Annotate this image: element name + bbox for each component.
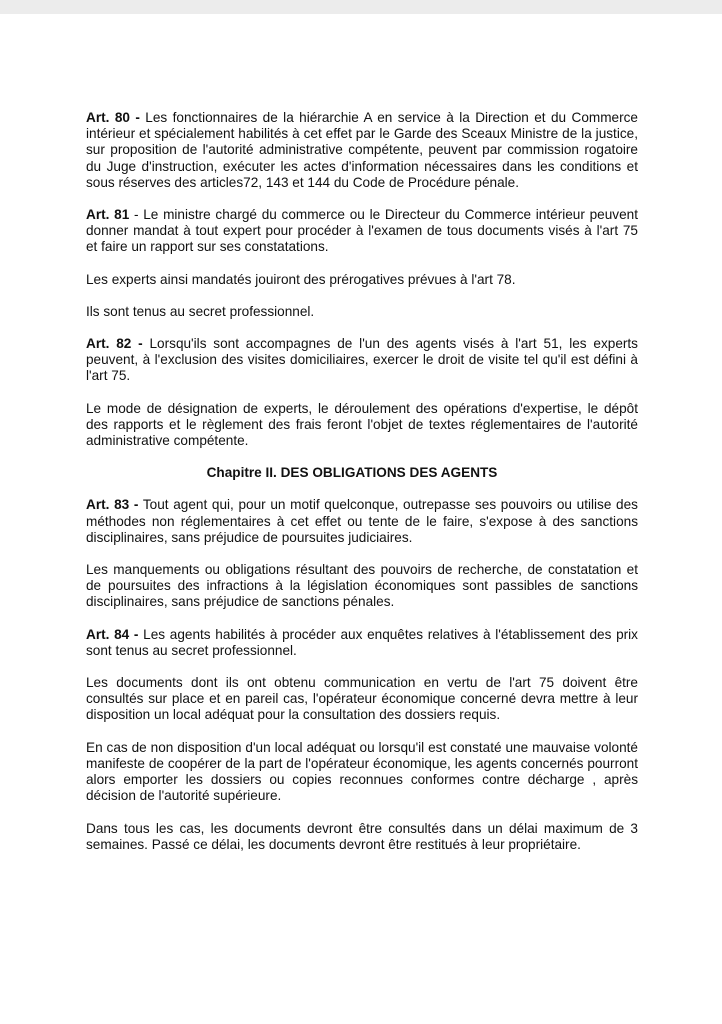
paragraph [86,401,638,450]
paragraph-text: Ils sont tenus au secret professionnel. [86,303,315,319]
article-text: Les agents habilités à procéder aux enquêtes relatives à l'établissement des prix sont tenus au secret professionnel. [86,626,638,658]
article-text: Tout agent qui, pour un motif quelconque, outrepasse ses pouvoirs ou utilise des méthodes non réglementaires à cet effet ou tente de le faire, s'expose à des sanctions disciplinaires, sans préjudice de poursuites judiciaires. [86,497,638,545]
article-82 [86,336,638,385]
article-83 [86,497,638,546]
article-text: Les fonctionnaires de la hiérarchie A en service à la Direction et du Commerce intérieur et spécialement habilités à cet effet par le Garde des Sceaux Ministre de la justice, sur proposition de l'autorité administrative compétente, peuvent par commission rogatoire du Juge d'instruction, exécuter les actes d'information nécessaires dans les conditions et sous réserves des articles72, 143 et 144 du Code de Procédure pénale. [86,110,638,190]
paragraph [86,821,638,853]
paragraph-text: Les manquements ou obligations résultant des pouvoirs de recherche, de constatation et de poursuites des infractions à la législation économiques sont passibles de sanctions disciplinaires, sans préjudice de sanctions pénales. [86,562,638,610]
article-label: Art. 83 - [86,497,139,513]
paragraph-text: Les experts ainsi mandatés jouiront des prérogatives prévues à l'art 78. [86,271,516,287]
document-body [86,110,638,869]
article-label: Art. 81 [86,207,130,223]
paragraph [86,562,638,611]
article-84 [86,627,638,659]
article-81 [86,207,638,256]
article-text: - Le ministre chargé du commerce ou le Directeur du Commerce intérieur peuvent donner mandat à tout expert pour procéder à l'examen de tous documents visés à l'art 75 et faire un rapport sur ses constatations. [86,207,638,255]
paragraph [86,740,638,805]
paragraph-text: Dans tous les cas, les documents devront être consultés dans un délai maximum de 3 semaines. Passé ce délai, les documents devront être restitués à leur propriétaire. [86,820,638,852]
article-text: Lorsqu'ils sont accompagnes de l'un des agents visés à l'art 51, les experts peuvent, à l'exclusion des visites domiciliaires, exercer le droit de visite tel qu'il est défini à l'art 75. [86,336,638,384]
paragraph-text: Le mode de désignation de experts, le déroulement des opérations d'expertise, le dépôt des rapports et le règlement des frais feront l'objet de textes réglementaires de l'autorité administrative compétente. [86,400,638,449]
article-label: Art. 84 - [86,626,139,642]
paragraph [86,272,638,288]
article-80 [86,110,638,191]
article-label: Art. 82 - [86,336,143,352]
article-label: Art. 80 - [86,110,140,125]
paragraph [86,675,638,724]
chapter-title: Chapitre II. DES OBLIGATIONS DES AGENTS [206,465,498,481]
top-border [0,0,722,14]
paragraph-text: Les documents dont ils ont obtenu communication en vertu de l'art 75 doivent être consultés sur place et en pareil cas, l'opérateur économique concerné devra mettre à leur disposition un local adéquat pour la consultation des dossiers requis. [86,675,638,723]
paragraph [86,304,638,320]
paragraph-text: En cas de non disposition d'un local adéquat ou lorsqu'il est constaté une mauvaise volonté manifeste de coopérer de la part de l'opérateur économique, les agents concernés pourront alors emporter les dossiers ou copies reconnues conformes contre décharge , après décision de l'autorité supérieure. [86,739,638,804]
